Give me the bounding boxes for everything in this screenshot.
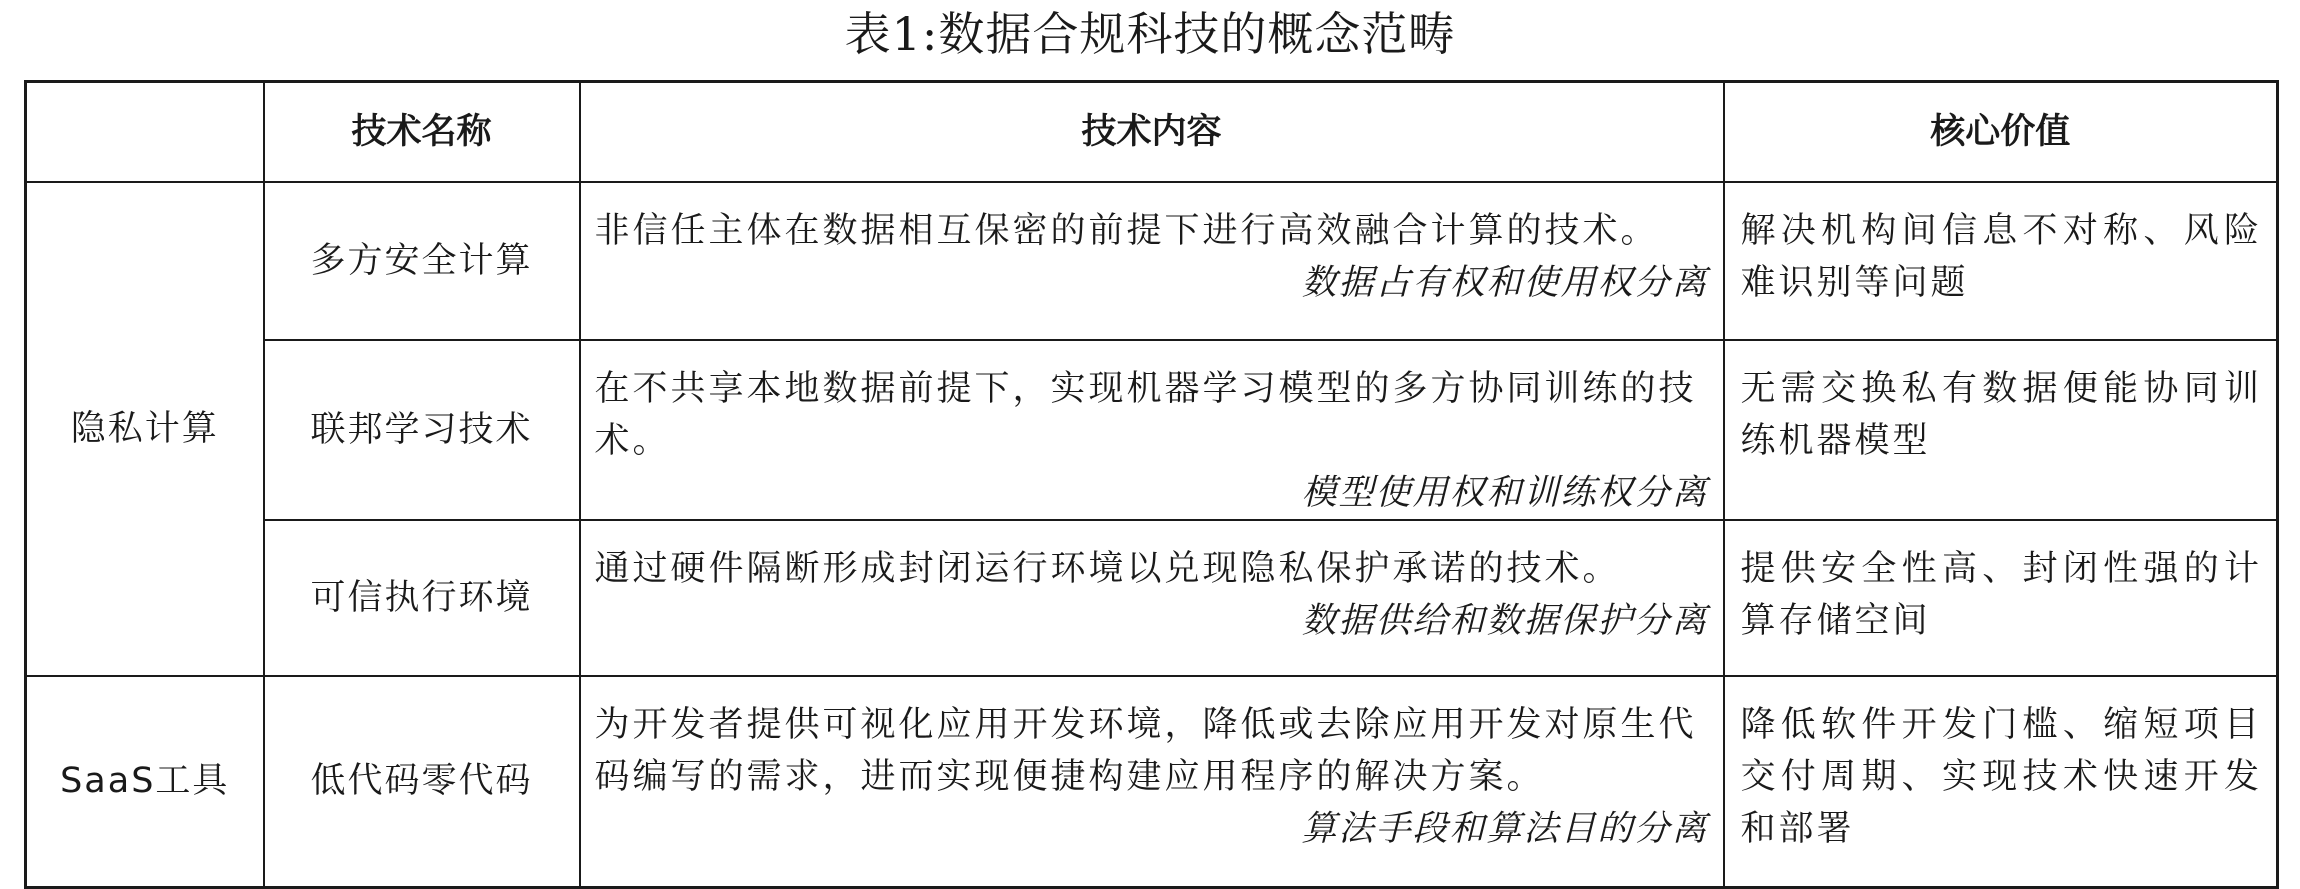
table-row <box>26 182 2278 340</box>
tech-content-cell <box>580 340 1724 520</box>
tech-description: 在不共享本地数据前提下，实现机器学习模型的多方协同训练的技术。 <box>594 368 1697 461</box>
tech-separation-note: 算法手段和算法目的分离 <box>1301 808 1709 849</box>
header-tech-content: 技术内容 <box>580 82 1724 182</box>
header-category <box>26 82 264 182</box>
table-caption: 表1:数据合规科技的概念范畴 <box>844 7 1456 61</box>
header-core-value: 核心价值 <box>1724 82 2278 182</box>
table-row <box>26 340 2278 520</box>
core-value-cell: 解决机构间信息不对称、风险难识别等问题 <box>1724 182 2278 340</box>
tech-name-cell: 多方安全计算 <box>264 182 580 340</box>
tech-content-cell <box>580 182 1724 340</box>
tech-name-cell: 可信执行环境 <box>264 520 580 676</box>
tech-description: 通过硬件隔断形成封闭运行环境以兑现隐私保护承诺的技术。 <box>594 548 1621 589</box>
table-row <box>26 676 2278 888</box>
concept-table <box>24 80 2279 889</box>
core-value-cell: 降低软件开发门槛、缩短项目交付周期、实现技术快速开发和部署 <box>1724 676 2278 888</box>
tech-description: 非信任主体在数据相互保密的前提下进行高效融合计算的技术。 <box>594 210 1659 251</box>
tech-separation-note: 数据占有权和使用权分离 <box>1301 262 1709 303</box>
tech-description: 为开发者提供可视化应用开发环境，降低或去除应用开发对原生代码编写的需求，进而实现便捷构建应用程序的解决方案。 <box>594 704 1697 797</box>
table-row <box>26 520 2278 676</box>
category-cell: SaaS工具 <box>26 676 264 888</box>
header-tech-name: 技术名称 <box>264 82 580 182</box>
tech-separation-note: 数据供给和数据保护分离 <box>1301 600 1709 641</box>
tech-separation-note: 模型使用权和训练权分离 <box>1301 472 1709 513</box>
tech-name-cell: 低代码零代码 <box>264 676 580 888</box>
tech-name-cell: 联邦学习技术 <box>264 340 580 520</box>
core-value-cell: 提供安全性高、封闭性强的计算存储空间 <box>1724 520 2278 676</box>
tech-content-cell <box>580 520 1724 676</box>
tech-content-cell <box>580 676 1724 888</box>
category-cell: 隐私计算 <box>26 182 264 676</box>
core-value-cell: 无需交换私有数据便能协同训练机器模型 <box>1724 340 2278 520</box>
header-row <box>26 82 2278 182</box>
